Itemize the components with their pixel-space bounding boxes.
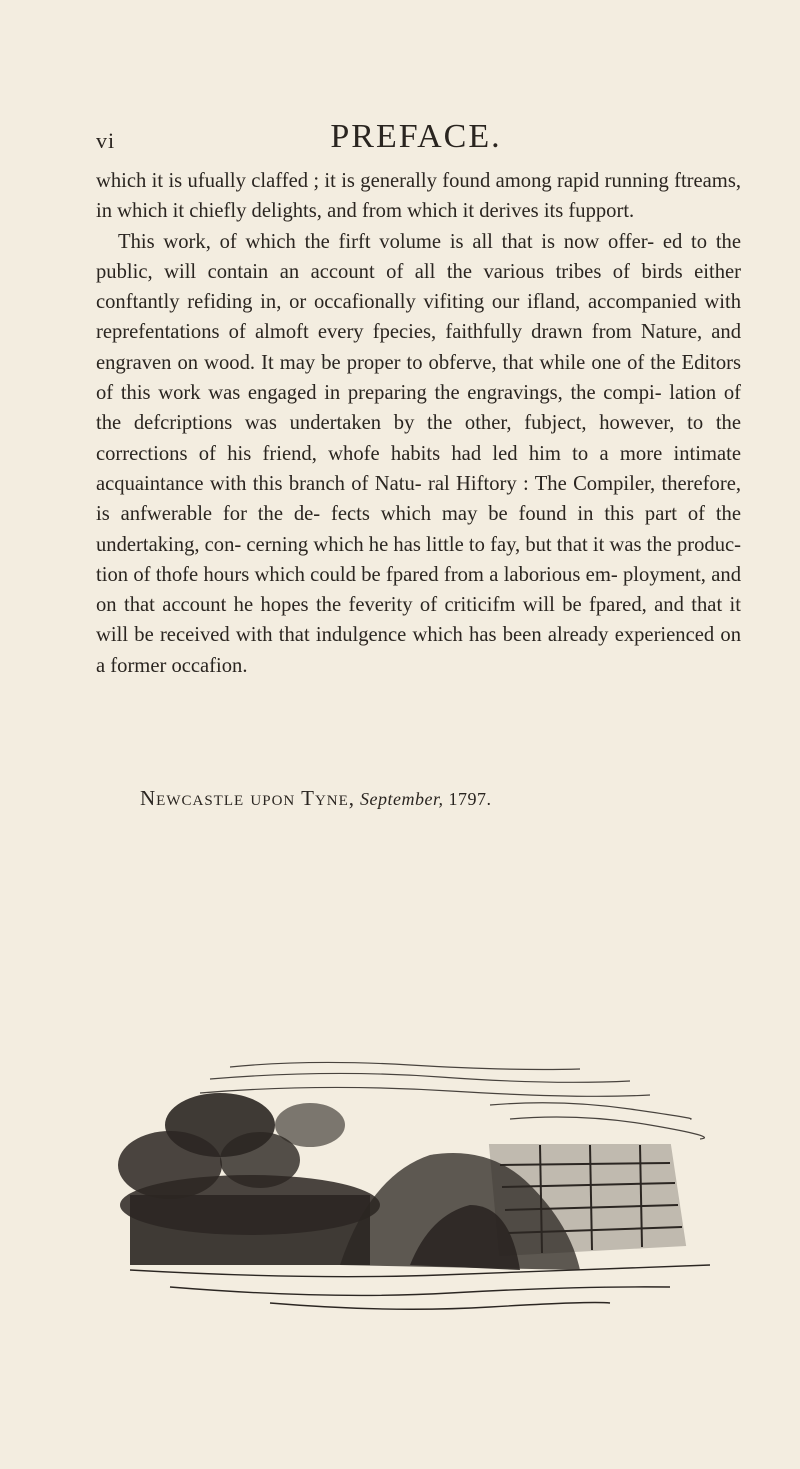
- running-title: PREFACE.: [330, 118, 502, 155]
- signature-year: 1797.: [448, 789, 492, 809]
- paragraph-2: This work, of which the firft volume is all that is now offer- ed to the public, will contain an account of all the various tribes of birds either conftantly refiding in, or occafionally vifiting our ifland, accompanied with reprefentations of almoft every fpecies, faithfully drawn from Nature, and engraven on wood. It may be proper to obferve, that while one of the Editors of this work was engaged in preparing the engravings, the compi- lation of the defcriptions was undertaken by the other, fubject, however, to the corrections of his friend, whofe habits had led him to a more intimate acquaintance with this branch of Natu- ral Hiftory : The Compiler, therefore, is anfwerable for the de- fects which may be found in this part of the undertaking, con- cerning which he has little to fay, but that it was the produc- tion of thofe hours which could be fpared from a laborious em- ployment, and on that account he hopes the feverity of criticifm will be fpared, and that it will be received with that indulgence which has been already experienced on a former occafion.: [96, 230, 741, 677]
- page-number: vi: [96, 128, 116, 153]
- woodcut-landscape-vignette-icon: [110, 1055, 720, 1320]
- signature-line: [140, 786, 760, 811]
- page-header: [96, 118, 736, 158]
- signature-place: Newcastle upon Tyne,: [140, 786, 356, 810]
- preface-text: [96, 166, 741, 681]
- paragraph-1: which it is ufually claffed ; it is generally found among rapid running ftreams, in which it chiefly delights, and from which it derives its fupport.: [96, 170, 741, 223]
- signature-month: September,: [360, 789, 444, 809]
